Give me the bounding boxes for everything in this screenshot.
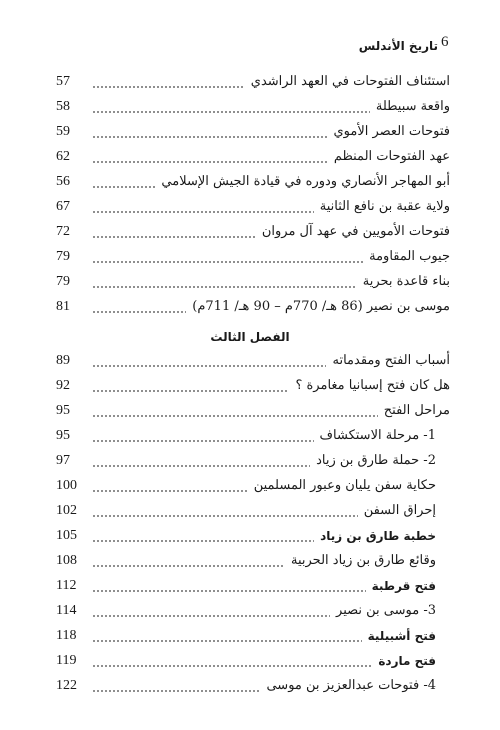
leader-dots — [92, 195, 314, 219]
leader-dots — [92, 399, 378, 423]
toc-entry-title: 3- موسى بن نصير — [336, 603, 436, 618]
toc-entry-page: 105 — [56, 528, 77, 543]
leader-dots — [92, 145, 328, 169]
toc-entry-title: فتوحات الأمويين في عهد آل مروان — [261, 224, 450, 239]
toc-entry-title: عهد الفتوحات المنظم — [333, 149, 450, 164]
toc-entry-title: استئناف الفتوحات في العهد الراشدي — [250, 74, 450, 89]
toc-entry-page: 57 — [56, 74, 70, 89]
leader-dots — [92, 95, 370, 119]
toc-entry-page: 102 — [56, 503, 77, 518]
toc-entry-title: موسى بن نصير (86 هـ/ 770م – 90 هـ/ 711م) — [192, 299, 450, 314]
leader-dots — [92, 449, 310, 473]
toc-entry-page: 67 — [56, 199, 70, 214]
toc-entry — [56, 145, 450, 169]
toc-entry — [56, 674, 450, 698]
toc-entry-page: 114 — [56, 603, 77, 618]
toc-entry-page: 92 — [56, 378, 70, 393]
leader-dots — [92, 349, 326, 373]
leader-dots — [92, 270, 357, 294]
toc-entry — [56, 295, 450, 319]
leader-dots — [92, 649, 372, 673]
toc-entry — [56, 474, 450, 498]
leader-dots — [92, 245, 363, 269]
toc-entry-page: 79 — [56, 249, 70, 264]
toc-entry-title: 2- حملة طارق بن زياد — [316, 453, 436, 468]
page-number: 6 — [441, 34, 449, 50]
toc-entry — [56, 270, 450, 294]
toc-entry-page: 95 — [56, 403, 70, 418]
toc-entry-page: 79 — [56, 274, 70, 289]
toc-entry — [56, 424, 450, 448]
toc-entry-page: 72 — [56, 224, 70, 239]
toc-entry-page: 89 — [56, 353, 70, 368]
leader-dots — [92, 574, 366, 598]
toc-entry-page: 119 — [56, 653, 77, 668]
leader-dots — [92, 374, 289, 398]
toc-entry — [56, 524, 450, 548]
toc-entry-page: 58 — [56, 99, 70, 114]
toc-entry-title: واقعة سبيطلة — [375, 99, 450, 114]
toc-entry-title: أسباب الفتح ومقدماته — [332, 353, 450, 368]
toc-entry — [56, 220, 450, 244]
toc-entry-title: 4- فتوحات عبدالعزيز بن موسى — [266, 678, 436, 693]
toc-entry-title: حكاية سفن يليان وعبور المسلمين — [253, 478, 436, 493]
leader-dots — [92, 220, 256, 244]
toc-entry — [56, 574, 450, 598]
running-title: تاريخ الأندلس — [358, 39, 438, 53]
leader-dots — [92, 524, 314, 548]
leader-dots — [92, 70, 245, 94]
toc-entry-page: 97 — [56, 453, 70, 468]
toc-entry — [56, 170, 450, 194]
toc-entry — [56, 120, 450, 144]
toc-entry-title: وقائع طارق بن زياد الحربية — [291, 553, 436, 568]
leader-dots — [92, 549, 285, 573]
leader-dots — [92, 120, 327, 144]
toc-entry — [56, 499, 450, 523]
leader-dots — [92, 170, 155, 194]
toc-entry-page: 118 — [56, 628, 77, 643]
toc-entry-title: فتوحات العصر الأموي — [333, 124, 450, 139]
leader-dots — [92, 499, 358, 523]
leader-dots — [92, 599, 330, 623]
section-heading: الفصل الثالث — [210, 330, 290, 344]
toc-entry-title: خطبة طارق بن زياد — [320, 529, 436, 543]
toc-entry — [56, 549, 450, 573]
toc-entry-page: 56 — [56, 174, 70, 189]
toc-entry — [56, 374, 450, 398]
toc-entry-title: فتح أشبيلية — [367, 629, 436, 643]
toc-entry-title: 1- مرحلة الاستكشاف — [319, 428, 436, 443]
toc-entry-page: 122 — [56, 678, 77, 693]
toc-entry — [56, 599, 450, 623]
toc-entry-title: إحراق السفن — [363, 503, 436, 518]
toc-entry — [56, 70, 450, 94]
leader-dots — [92, 295, 186, 319]
toc-entry — [56, 399, 450, 423]
toc-entry — [56, 449, 450, 473]
toc-entry-page: 100 — [56, 478, 77, 493]
toc-entry-page: 112 — [56, 578, 77, 593]
toc-entry-page: 81 — [56, 299, 70, 314]
leader-dots — [92, 474, 248, 498]
toc-entry-title: فتح قرطبة — [371, 579, 436, 593]
toc-entry-title: مراحل الفتح — [383, 403, 450, 418]
toc-entry-page: 59 — [56, 124, 70, 139]
toc-entry-page: 95 — [56, 428, 70, 443]
toc-entry-title: بناء قاعدة بحرية — [362, 274, 450, 289]
leader-dots — [92, 424, 314, 448]
toc-entry-title: ولاية عقبة بن نافع الثانية — [319, 199, 450, 214]
toc-entry — [56, 624, 450, 648]
leader-dots — [92, 624, 362, 648]
toc-entry — [56, 195, 450, 219]
toc-entry-title: جيوب المقاومة — [369, 249, 450, 264]
toc-entry-title: أبو المهاجر الأنصاري ودوره في قيادة الجيش الإسلامي — [161, 174, 450, 189]
toc-entry — [56, 349, 450, 373]
leader-dots — [92, 674, 260, 698]
toc-entry-page: 108 — [56, 553, 77, 568]
toc-entry — [56, 245, 450, 269]
toc-entry — [56, 649, 450, 673]
toc-entry-title: هل كان فتح إسبانيا مغامرة ؟ — [295, 378, 450, 393]
toc-entry-page: 62 — [56, 149, 70, 164]
toc-entry — [56, 95, 450, 119]
toc-entry-title: فتح ماردة — [378, 654, 436, 668]
